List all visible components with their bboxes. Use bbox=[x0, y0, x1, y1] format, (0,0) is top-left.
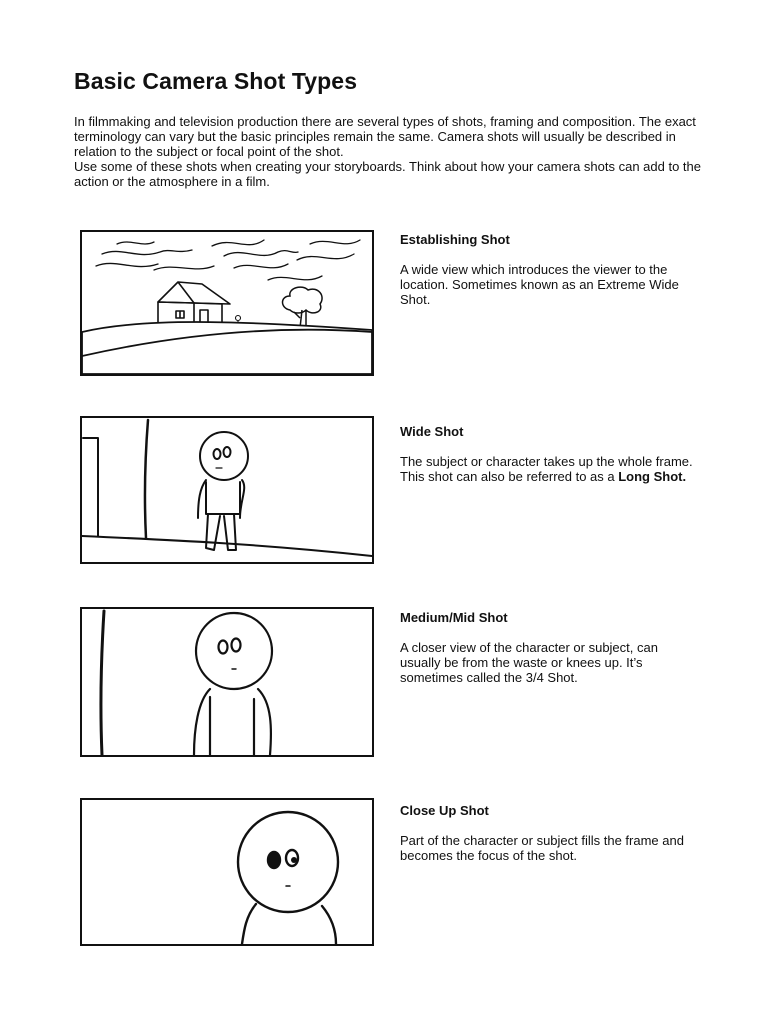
cloud-line bbox=[117, 242, 154, 244]
house-icon bbox=[158, 282, 230, 326]
cloud-line bbox=[310, 240, 360, 244]
cloud-line bbox=[234, 264, 288, 268]
establishing-shot-illustration bbox=[82, 232, 372, 374]
shot-text-part: This shot can also be referred to as a bbox=[400, 469, 619, 484]
close-up-shot-illustration bbox=[82, 800, 372, 944]
establishing-shot-frame bbox=[80, 230, 374, 376]
medium-shot-description bbox=[400, 610, 700, 685]
wall-edge-line bbox=[101, 611, 104, 755]
wide-shot-description bbox=[400, 424, 700, 484]
medium-shot-illustration bbox=[82, 609, 372, 755]
intro-text bbox=[74, 114, 714, 189]
cloud-line bbox=[297, 254, 354, 260]
shot-heading: Establishing Shot bbox=[400, 232, 510, 247]
page-title: Basic Camera Shot Types bbox=[74, 68, 358, 94]
shot-text: A wide view which introduces the viewer to the location. Sometimes known as an Extreme Wide Shot. bbox=[400, 262, 679, 307]
character-body bbox=[198, 480, 206, 518]
cloud-line bbox=[268, 276, 322, 280]
character-eye bbox=[268, 852, 280, 868]
cloud-line bbox=[212, 240, 264, 246]
character-pupil bbox=[291, 857, 297, 863]
shot-heading: Wide Shot bbox=[400, 424, 464, 439]
character-leg bbox=[206, 514, 220, 550]
character-eye bbox=[214, 449, 221, 459]
intro-paragraph-1: In filmmaking and television production there are several types of shots, framing and composition. The exact terminology can vary but the basic principles remain the same. Camera shots will usually be described in relation to the subject or focal point of the shot. bbox=[74, 114, 696, 159]
close-up-shot-description bbox=[400, 803, 700, 863]
character-eye bbox=[232, 639, 241, 652]
establishing-shot-description bbox=[400, 232, 700, 307]
cloud-line bbox=[154, 266, 214, 270]
shot-text: Part of the character or subject fills the frame and becomes the focus of the shot. bbox=[400, 833, 684, 863]
long-shot-term: Long Shot. bbox=[618, 469, 687, 484]
character-body bbox=[206, 482, 240, 514]
tree-icon bbox=[283, 287, 323, 328]
shot-heading: Close Up Shot bbox=[400, 803, 489, 818]
shot-text: The subject or character takes up the whole frame. bbox=[400, 454, 693, 469]
intro-paragraph-2: Use some of these shots when creating your storyboards. Think about how your camera shots can add to the action or the atmosphere in a film. bbox=[74, 159, 701, 189]
door-line bbox=[83, 438, 98, 536]
cloud-line bbox=[224, 251, 298, 256]
cloud-line bbox=[96, 263, 158, 266]
wide-shot-illustration bbox=[82, 418, 372, 562]
close-up-shot-frame bbox=[80, 798, 374, 946]
cloud-line bbox=[102, 250, 192, 255]
medium-shot-frame bbox=[80, 607, 374, 757]
character-body bbox=[322, 906, 336, 944]
shot-heading: Medium/Mid Shot bbox=[400, 610, 508, 625]
character-eye bbox=[219, 641, 228, 654]
shot-text: A closer view of the character or subject, can usually be from the waste or knees up. It’s sometimes called the 3/4 Shot. bbox=[400, 640, 658, 685]
wide-shot-frame bbox=[80, 416, 374, 564]
shot-text bbox=[400, 469, 700, 484]
character-eye bbox=[224, 447, 231, 457]
character-body bbox=[258, 689, 271, 755]
character-body bbox=[194, 689, 210, 755]
wall-edge-line bbox=[145, 420, 148, 538]
character-body bbox=[242, 904, 256, 944]
